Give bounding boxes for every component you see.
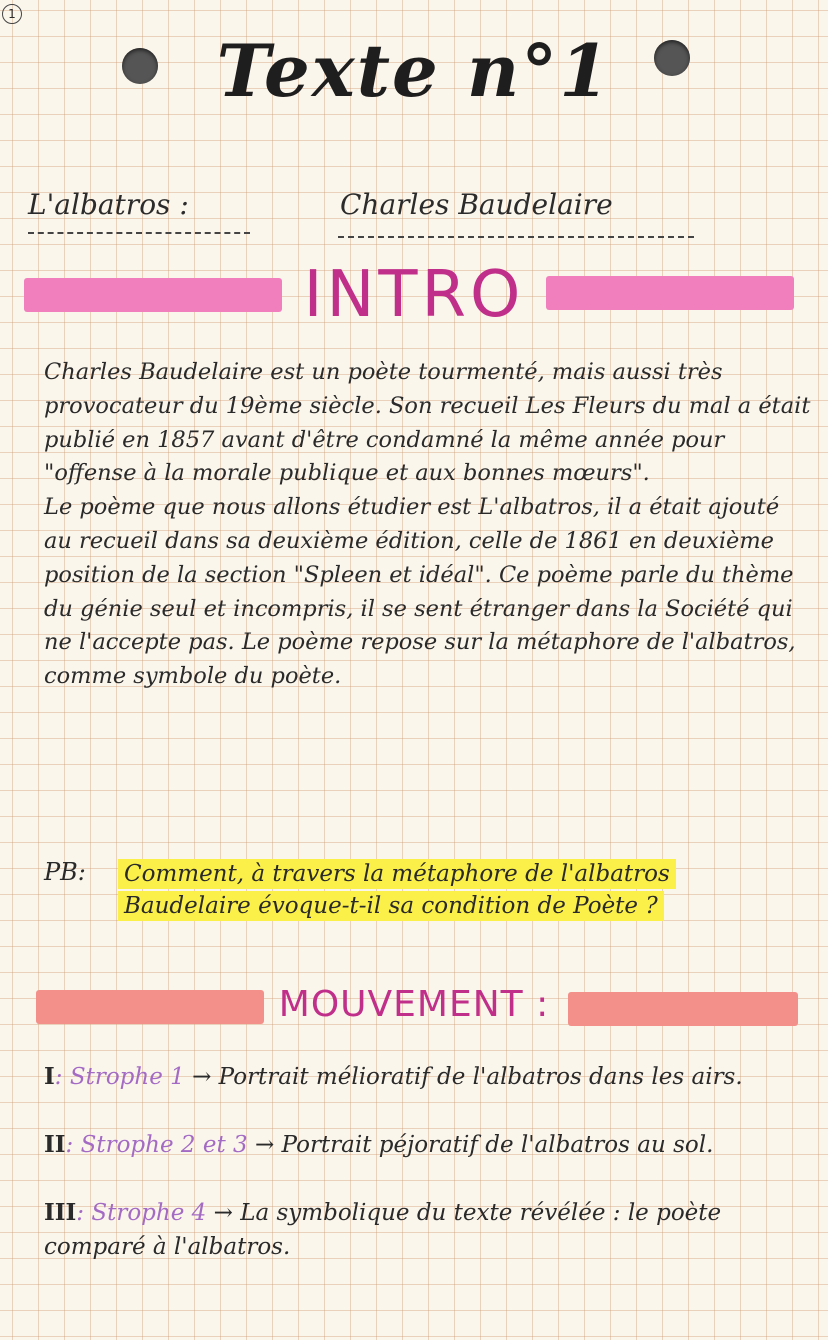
arrow-icon: → xyxy=(192,1064,212,1090)
movement-number: III xyxy=(44,1199,77,1226)
intro-text xyxy=(44,356,814,694)
poem-title-underline xyxy=(28,232,250,234)
intro-paragraph-1: Charles Baudelaire est un poète tourmenté, mais aussi très provocateur du 19ème siècle. Son recueil Les Fleurs du mal a était publié en 1857 avant d'être condamné la même année pour "offense à la morale publique et aux bonnes mœurs". xyxy=(44,359,811,487)
arrow-icon: → xyxy=(213,1200,233,1226)
intro-paragraph-2: Le poème que nous allons étudier est L'albatros, il a était ajouté au recueil dans sa deuxième édition, celle de 1861 en deuxième position de la section "Spleen et idéal". Ce poème parle du thème du génie seul et incompris, il se sent étranger dans la Société qui ne l'accepte pas. Le poème repose sur la métaphore de l'albatros, comme symbole du poète. xyxy=(44,494,796,690)
author-underline xyxy=(338,236,694,238)
movement-heading: MOUVEMENT : xyxy=(278,984,550,1025)
arrow-icon: → xyxy=(254,1132,275,1158)
movement-label: : Strophe 2 et 3 xyxy=(65,1132,248,1158)
movement-item xyxy=(44,1128,804,1162)
movement-description: Portrait péjoratif de l'albatros au sol. xyxy=(281,1132,714,1158)
intro-heading: INTRO xyxy=(303,258,525,332)
problematic-block xyxy=(118,858,798,922)
movement-item xyxy=(44,1196,804,1264)
movement-item xyxy=(44,1060,804,1094)
movement-label: : Strophe 1 xyxy=(54,1064,185,1090)
author-name: Charles Baudelaire xyxy=(340,188,613,221)
problematic-text: Comment, à travers la métaphore de l'albatros Baudelaire évoque-t-il sa condition de Poète ? xyxy=(118,859,676,921)
movement-label: : Strophe 4 xyxy=(76,1200,207,1226)
movement-description: La symbolique du texte révélée : le poète comparé à l'albatros. xyxy=(44,1200,722,1260)
problematic-label: PB: xyxy=(44,858,86,886)
movement-number: II xyxy=(44,1131,66,1158)
poem-title: L'albatros : xyxy=(28,188,189,221)
page-number: 1 xyxy=(2,4,22,24)
page-title: Texte n°1 xyxy=(216,28,612,113)
movement-number: I xyxy=(44,1063,55,1090)
movement-description: Portrait mélioratif de l'albatros dans les airs. xyxy=(218,1064,743,1090)
